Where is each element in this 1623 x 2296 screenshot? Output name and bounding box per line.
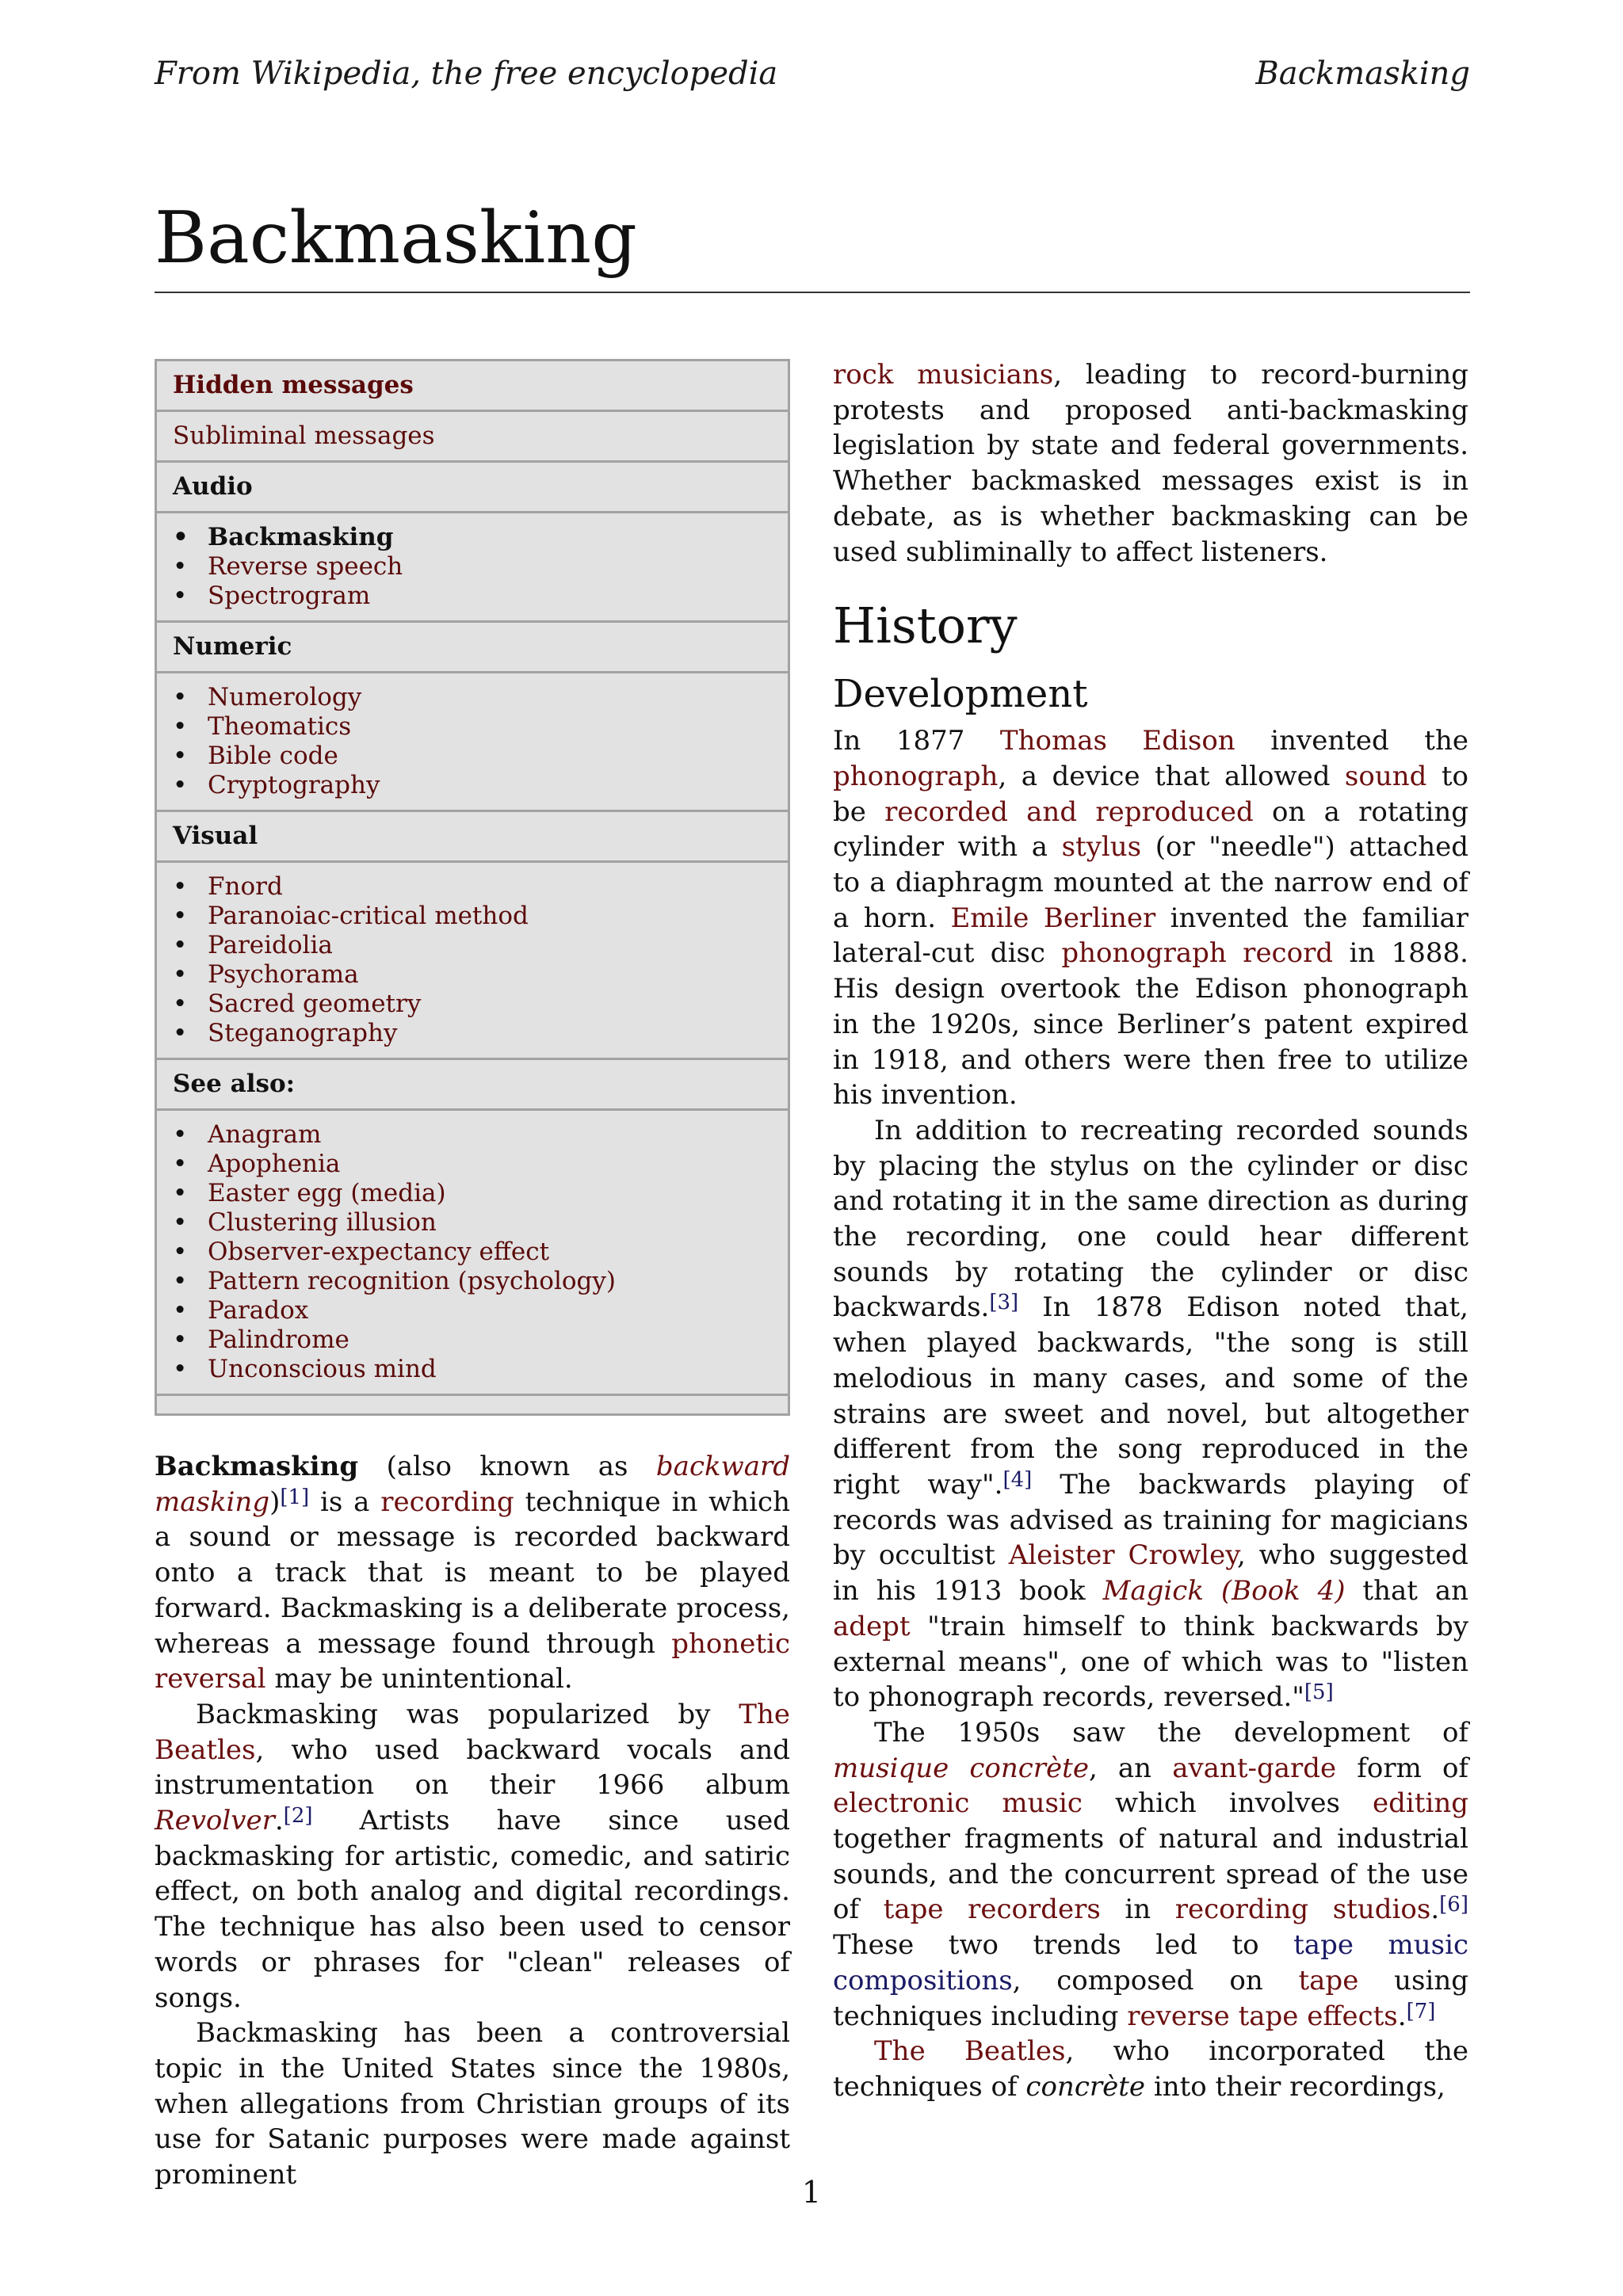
navbox-title-link[interactable]: Hidden messages [157,361,788,412]
navbox-group-list [157,513,788,623]
intro-paragraph [155,1697,790,2016]
phonograph-record-link[interactable]: phonograph record [1061,937,1334,970]
text: may be unintentional. [265,1663,573,1695]
navbox-item-link[interactable]: • Psychorama [173,960,772,990]
navbox-item-link[interactable]: • Paradox [173,1296,772,1325]
navbox-item-link[interactable]: • Pattern recognition (psychology) [173,1267,772,1296]
text: on a rotating cylinder with a [833,795,1468,864]
alt-name: backward masking [155,1451,790,1518]
text: form of [1336,1752,1469,1784]
rock-musicians-link[interactable]: rock musicians [833,359,1054,391]
intro-paragraph [155,2016,790,2193]
development-heading: Development [833,672,1088,717]
navbox-subliminal-link[interactable]: Subliminal messages [157,412,788,463]
editing-link[interactable]: editing [1373,1787,1468,1820]
text: In 1877 [833,725,1000,757]
citation-ref[interactable]: [5] [1304,1680,1334,1705]
magick-link[interactable] [1103,1575,1346,1607]
navbox-group-list [157,1111,788,1396]
navbox-item-link[interactable]: • Theomatics [173,712,772,742]
text: In addition to recreating recorded sounds by placing the stylus on the cylinder or disc and rotating it in the same direction as during the recording, one could hear different sounds by rotating the cylinder or disc backwards. [833,1114,1468,1324]
term-italic: musique concrète [833,1752,1089,1784]
navbox-item-link[interactable]: • Numerology [173,683,772,712]
text: together fragments of natural and industrial sounds, and the concurrent spread of the use of [833,1823,1468,1926]
text: . [1397,2000,1407,2032]
text: (or "needle") attached to a diaphragm mounted at the narrow end of a horn. [833,831,1469,934]
navbox-item-link[interactable]: • Observer-expectancy effect [173,1238,772,1267]
sound-link[interactable]: sound [1344,760,1427,792]
navbox-item-link[interactable]: • Clustering illusion [173,1208,772,1238]
navbox-item-link[interactable]: • Apophenia [173,1150,772,1179]
page-number: 1 [801,2175,822,2210]
recorded-reproduced-link[interactable]: recorded and reproduced [884,795,1254,828]
page-title: Backmasking [155,196,637,280]
history-column [833,357,1468,2105]
adept-link[interactable]: adept [833,1610,911,1642]
citation-ref[interactable]: [1] [280,1485,310,1509]
text: , who incorporated the techniques of [833,2035,1468,2103]
text: , who suggested in his 1913 book [833,1539,1469,1608]
text: is a [309,1486,381,1518]
text: Backmasking was popularized by [196,1698,739,1730]
text: ) [269,1486,281,1518]
navbox-item-link[interactable]: • Pareidolia [173,931,772,960]
navbox-item-link[interactable]: • Steganography [173,1019,772,1048]
text: The backwards playing of records was advised as training for magicians by occultist [833,1468,1468,1572]
avant-garde-link[interactable]: avant-garde [1172,1752,1337,1784]
album-title: Revolver [155,1805,275,1837]
beatles-link[interactable]: The Beatles [874,2035,1066,2068]
title-rule [155,292,1470,293]
text: in 1888. His design overtook the Edison phonograph in the 1920s, since Berliner’s patent expired in 1918, and others were then free to utilize his invention. [833,937,1468,1112]
history-paragraph [833,723,1468,1113]
navbox-item-link[interactable]: • Anagram [173,1120,772,1150]
berliner-link[interactable]: Emile Berliner [950,902,1156,934]
text: , leading to record-burning protests and proposed anti-backmasking legislation by state and federal governments. Whether backmasked messages exist is in debate, as is whether backmasking can be used subliminally to affect listeners. [833,359,1469,568]
text: Backmasking has been a controversial topic in the United States since the 1980s, when allegations from Christian groups of its use for Satanic purposes were made against prominent [155,2017,790,2191]
book-title: Magick (Book 4) [1102,1575,1346,1608]
intro-column [155,1449,790,2193]
musique-concrete-link[interactable] [833,1753,1089,1784]
intro-paragraph [155,1449,790,1697]
navbox-group-heading: Numeric [157,623,788,673]
text: "train himself to think backwards by external means", one of which was to "listen to phonograph records, reversed." [833,1610,1468,1714]
history-paragraph [833,1113,1468,1715]
text: , a device that allowed [998,760,1345,792]
history-heading: History [833,597,1018,655]
navbox-group-heading: Audio [157,463,788,513]
citation-ref[interactable]: [3] [989,1291,1019,1315]
text: using techniques including [833,1964,1468,2032]
text: into their recordings, [1145,2070,1445,2103]
tape-recorders-link[interactable]: tape recorders [883,1894,1101,1926]
text: (also known as [358,1451,656,1482]
header-topic: Backmasking [1255,55,1470,92]
citation-ref[interactable]: [4] [1002,1467,1033,1492]
term-italic: concrète [1025,2070,1146,2103]
text: technique in which a sound or message is recorded backward onto a track that is meant to be played forward. Backmasking is a deliberate process, whereas a message found through [155,1486,790,1660]
text: , who used backward vocals and instrumentation on their 1966 album [155,1733,790,1802]
history-paragraph [833,2034,1468,2104]
navbox-group-heading: See also: [157,1060,788,1111]
hidden-messages-navbox [155,359,790,1416]
navbox-group-list [157,673,788,812]
navbox-group-heading: Visual [157,812,788,863]
citation-ref[interactable]: [6] [1439,1893,1468,1917]
intro-paragraph-continued [833,357,1468,570]
text: Artists have since used backmasking for artistic, comedic, and satiric effect, on both analog and digital recordings. The technique has also been used to censor words or phrases for "clean" releases of songs. [155,1805,790,2014]
header-source: From Wikipedia, the free encyclopedia [155,55,778,92]
text: These two trends led to [833,1929,1294,1962]
crowley-link[interactable]: Aleister Crowley [1008,1539,1237,1572]
text: The 1950s saw the development of [874,1716,1468,1749]
tape-link[interactable]: tape [1298,1964,1359,1997]
navbox-item-link[interactable]: • Unconscious mind [173,1355,772,1384]
phonograph-link[interactable]: phonograph [833,760,999,792]
navbox-item-current: • Backmasking [173,523,772,552]
stylus-link[interactable]: stylus [1061,831,1142,864]
text: in [1100,1894,1175,1926]
text: which involves [1082,1787,1373,1820]
tape-music-link[interactable]: tape music compositions [833,1929,1468,1997]
navbox-item-link[interactable]: • Sacred geometry [173,990,772,1019]
history-paragraph [833,1715,1468,2034]
citation-ref[interactable]: [2] [283,1804,313,1829]
revolver-link[interactable] [155,1805,275,1836]
navbox-item-link[interactable]: • Cryptography [173,771,772,800]
text: invented the [1235,725,1468,757]
text: In 1878 Edison noted that, when played backwards, "the song is still melodious in many cases, and some of the strains are sweet and novel, but altogether different from the song reproduced in the right way". [833,1291,1468,1501]
text: , composed on [1012,1964,1299,1997]
navbox-item-link[interactable]: • Easter egg (media) [173,1179,772,1208]
navbox-item-link[interactable]: • Paranoiac-critical method [173,902,772,931]
navbox-item-link[interactable]: • Spectrogram [173,582,772,611]
navbox-item-link[interactable]: • Bible code [173,742,772,771]
article-term: Backmasking [155,1451,359,1482]
text: that an [1345,1575,1469,1608]
recording-studios-link[interactable]: recording studios [1174,1894,1431,1926]
navbox-item-link[interactable]: • Palindrome [173,1325,772,1355]
navbox-footer [157,1396,788,1413]
navbox-item-link[interactable]: • Fnord [173,872,772,902]
navbox-item-link[interactable]: • Reverse speech [173,552,772,582]
electronic-music-link[interactable]: electronic music [833,1787,1083,1820]
text: to be [833,760,1468,828]
phonetic-reversal-link[interactable]: phonetic reversal [155,1627,790,1695]
reverse-tape-effects-link[interactable]: reverse tape effects [1127,2000,1398,2032]
citation-ref[interactable]: [7] [1406,1999,1436,2023]
running-header [155,55,1470,92]
navbox-group-list [157,863,788,1060]
text: . [274,1805,284,1837]
recording-link[interactable]: recording [380,1486,514,1518]
text: , an [1088,1752,1173,1784]
edison-link[interactable]: Thomas Edison [999,725,1235,757]
text: . [1430,1894,1440,1926]
beatles-link[interactable]: The Beatles [155,1698,790,1766]
text: invented the familiar lateral-cut disc [833,902,1468,970]
